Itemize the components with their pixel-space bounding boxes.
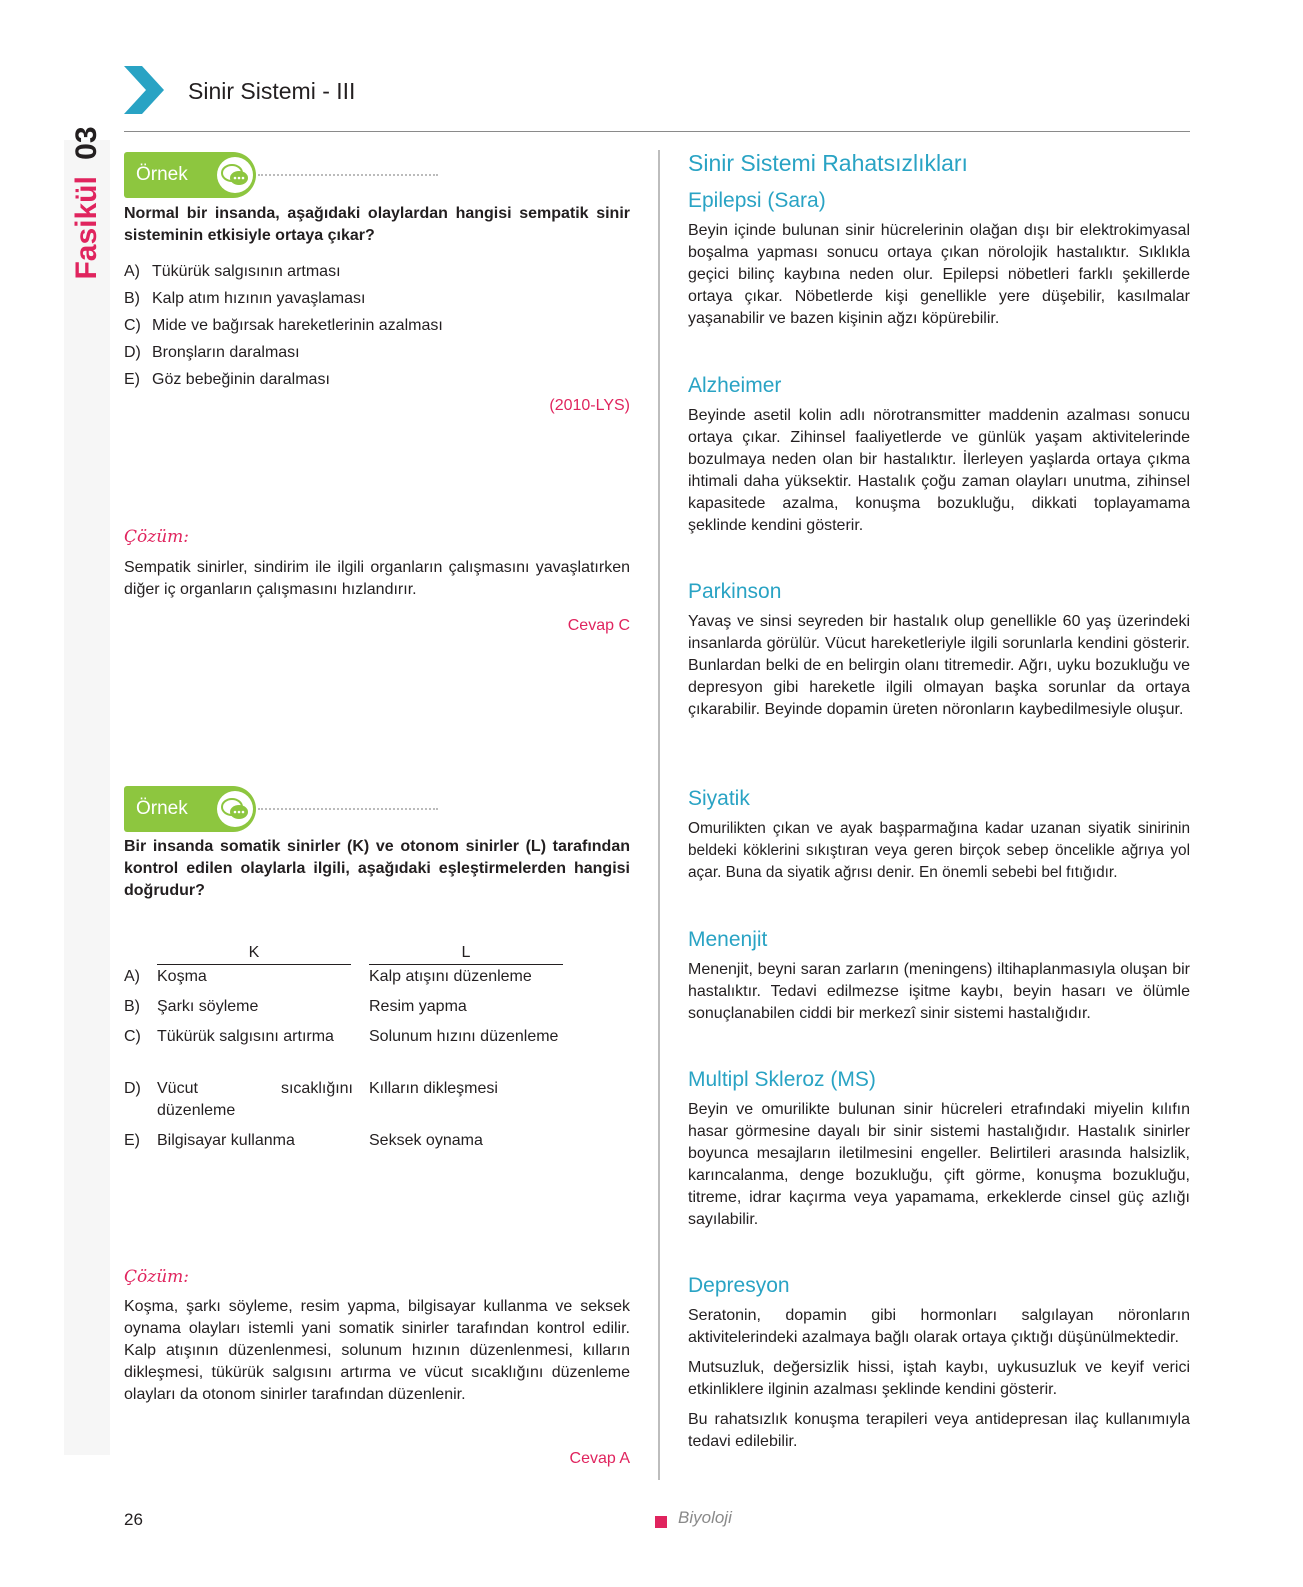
chat-bubbles-icon [216,156,254,194]
option-key: A) [124,263,140,280]
disease-text-ms: Beyin ve omurilikte bulunan sinir hücreleri etrafındaki miyelin kılıfın hasar görmesine dayalı bir sinir sistemi hastalığıdır. Hastalık sinirler boyunca mesajların iletilmesini engeller. Belirtileri arasında halsizlik, karıncalanma, denge bozukluğu, çift görme, konuşma bozukluğu, titreme, idrar kaçırma veya yapamama, erkeklerde cinsel güç azlığı sayılabilir. [688,1101,1190,1228]
row-key: E) [124,1132,140,1149]
row-key: D) [124,1080,141,1097]
badge-label: Örnek [136,798,188,819]
disease-title-depresyon: Depresyon [688,1274,790,1297]
option-key: C) [124,317,141,334]
disease-title-epilepsi: Epilepsi (Sara) [688,189,826,212]
option-text: Bronşların daralması [152,344,300,361]
fasikul-number: 03 [69,126,103,160]
svg-text:Çözüm:: Çözüm: [124,1267,189,1287]
row-k-value: Şarkı söyleme [157,998,259,1015]
disease-text-depresyon-2: Mutsuzluk, değersizlik hissi, iştah kaybı, uykusuzluk ve keyif verici etkinliklere ilginin azalması şeklinde kendini gösterir. [688,1359,1190,1398]
option-text: Göz bebeğinin daralması [152,371,330,388]
disease-text-siyatik: Omurilikten çıkan ve ayak başparmağına kadar uzanan siyatik sinirinin beldeki köklerini sıkıştıran veya geren birçok sebep öncelikle ağrıya yol açar. Buna da siyatik ağrısı denir. En önemli sebebi bel fıtığıdır. [688,820,1190,881]
row-l-value: Kılların dikleşmesi [369,1080,498,1097]
disease-text-depresyon-3: Bu rahatsızlık konuşma terapileri veya antidepresan ilaç kullanımıyla tedavi edilebilir. [688,1411,1190,1450]
badge-dots [258,174,438,176]
question-source: (2010-LYS) [549,397,630,414]
cozum-handwritten-label [124,1262,204,1290]
answer-1: Cevap C [567,617,630,634]
option-c [124,316,443,336]
section-heading: Sinir Sistemi Rahatsızlıkları [688,150,968,176]
option-key: B) [124,290,140,307]
footer-subject: Biyoloji [678,1508,732,1527]
badge-label: Örnek [136,164,188,185]
chat-bubbles-icon [216,790,254,828]
row-k-value: Tükürük salgısını artırma [157,1028,334,1045]
disease-text-parkinson: Yavaş ve sinsi seyreden bir hastalık olup genellikle 60 yaş üzerindeki insanlarda görülür. Vücut hareketleriyle ilgili sorunlarla kendini gösterir. Bunlardan belki de en belirgin olanı titremedir. Ağrı, uyku bozukluğu ve depresyon gibi hareketle ilgili olmayan başka sorunlar da ortaya çıkarabilir. Beyinde dopamin üreten nöronların kaybedilmesiyle oluşur. [688,613,1190,718]
disease-text-depresyon-1: Seratonin, dopamin gibi hormonları salgılayan nöronların aktivitelerindeki azalmaya bağlı olarak ortaya çıktığı düşünülmektedir. [688,1307,1190,1346]
row-l-value: Seksek oynama [369,1132,483,1149]
question-2: Bir insanda somatik sinirler (K) ve otonom sinirler (L) tarafından kontrol edilen olaylarla ilgili, aşağıdaki eşleştirmelerden hangisi doğrudur? [124,838,630,899]
footer-square-icon [655,1516,667,1528]
solution-2: Koşma, şarkı söyleme, resim yapma, bilgisayar kullanma ve seksek oynama olayları istemli yani somatik sinirler tarafından kontrol edilir. Kalp atışının düzenlenmesi, solunum hızının düzenlenmesi, kılların dikleşmesi, tükürük salgısını artırma ve vücut sıcaklığını düzenleme olayları da otonom sinirler tarafından düzenlenir. [124,1298,630,1403]
fasikul-label [66,126,106,280]
option-key: D) [124,344,141,361]
page-title: Sinir Sistemi - III [188,78,356,104]
fasikul-side-label: Fasikül [69,176,103,280]
option-a [124,262,341,282]
disease-text-alzheimer: Beyinde asetil kolin adlı nörotransmitter maddenin azalması sonucu ortaya çıkar. Zihinsel faaliyetlerde ve günlük yaşam aktivitelerinde bozulmaya neden olan bir hastalıktır. İlerleyen yaşlarda ortaya çıkma ihtimali daha yüksektir. Hastalık çoğu zaman olayları unutma, zihinsel kapasitede azalma, konuşma bozukluğu, dikkati toplayamama şeklinde kendini gösterir. [688,407,1190,534]
row-k-value: Koşma [157,968,207,985]
page-number: 26 [124,1510,143,1529]
chevron-icon [124,66,164,114]
answer-2: Cevap A [569,1450,630,1467]
header-divider [124,131,1190,132]
disease-title-alzheimer: Alzheimer [688,374,782,397]
option-b [124,289,365,309]
row-k-value: Vücut sıcaklığını düzenleme [157,1080,353,1119]
disease-title-parkinson: Parkinson [688,580,782,603]
disease-title-menenjit: Menenjit [688,928,768,951]
example-badge-2 [124,786,390,832]
row-l-value: Resim yapma [369,998,467,1015]
column-divider [658,150,660,1480]
disease-title-ms: Multipl Skleroz (MS) [688,1068,876,1091]
disease-title-siyatik: Siyatik [688,787,750,810]
row-l-value: Solunum hızını düzenleme [369,1028,559,1045]
cozum-handwritten-label [124,522,204,550]
option-key: E) [124,371,140,388]
fasikul-text [70,126,103,279]
question-1: Normal bir insanda, aşağıdaki olaylardan hangisi sempatik sinir sisteminin etkisiyle ortaya çıkar? [124,205,630,244]
disease-text-menenjit: Menenjit, beyni saran zarların (meningens) iltihaplanmasıyla oluşan bir hastalıktır. Tedavi edilmezse işitme kaybı, beyin hasarı ve ölümle sonuçlanabilen ciddi bir merkezî sinir sistemi hastalığıdır. [688,961,1190,1022]
option-text: Kalp atım hızının yavaşlaması [152,290,366,307]
svg-text:Çözüm:: Çözüm: [124,527,189,547]
solution-1: Sempatik sinirler, sindirim ile ilgili organların çalışmasını yavaşlatırken diğer iç organların çalışmasını hızlandırır. [124,559,630,598]
side-strip [64,140,110,1455]
row-key: C) [124,1028,141,1045]
badge-dots [258,808,438,810]
option-e [124,370,330,390]
option-text: Mide ve bağırsak hareketlerinin azalması [152,317,443,334]
disease-text-epilepsi: Beyin içinde bulunan sinir hücrelerinin olağan dışı bir elektrokimyasal boşalma yapması sonucu ortaya çıkan nörolojik hastalıktır. Sıklıkla geçici bilinç kaybına neden olur. Epilepsi nöbetleri farklı şekillerde ortaya çıkar. Nöbetlerde kişi genellikle yere düşebilir, kasılmalar yaşanabilir ve bazen kişinin ağzı köpürebilir. [688,222,1190,327]
row-k-value: Bilgisayar kullanma [157,1132,295,1149]
option-d [124,343,300,363]
option-text: Tükürük salgısının artması [152,263,341,280]
row-l-value: Kalp atışını düzenleme [369,968,532,985]
row-key: B) [124,998,140,1015]
column-header-l: L [369,944,563,965]
column-header-k: K [157,944,351,965]
example-badge-1 [124,152,390,198]
row-key: A) [124,968,140,985]
